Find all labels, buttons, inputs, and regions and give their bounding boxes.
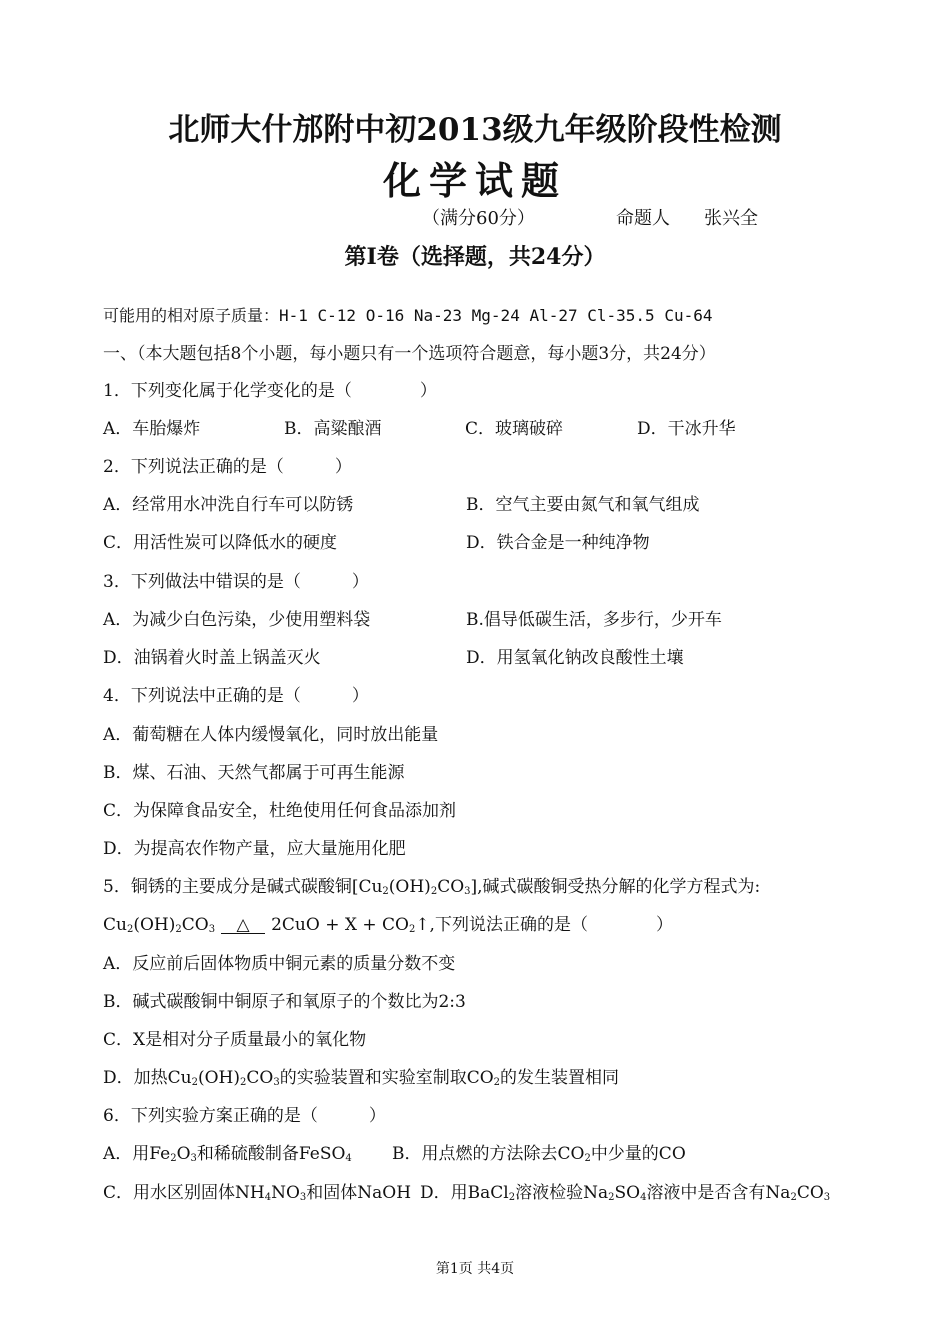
q2-option-d: D．铁合金是一种纯净物 bbox=[466, 533, 650, 553]
atomic-masses: 可能用的相对原子质量：H-1 C-12 O-16 Na-23 Mg-24 Al-27 Cl-35.5 Cu-64 bbox=[103, 306, 713, 325]
q5-equation: $Cu_2(OH)_2CO_3$ △ $2CuO + X + CO_2↑$,下列说法正确的是（ ） bbox=[103, 915, 673, 935]
q4-option-d: D．为提高农作物产量，应大量施用化肥 bbox=[103, 839, 406, 859]
subject-title: 化学试题 bbox=[382, 158, 567, 203]
author-label: 命题人 bbox=[616, 208, 670, 229]
q5-stem: 5．铜锈的主要成分是碱式碳酸铜$[Cu_2(OH)_2CO_3]$,碱式碳酸铜受热分解的化学方程式为: bbox=[103, 877, 761, 897]
q3-option-a: A．为减少白色污染，少使用塑料袋 bbox=[103, 610, 371, 630]
q2-option-b: B．空气主要由氮气和氧气组成 bbox=[466, 495, 700, 515]
q3-option-b: B.倡导低碳生活，多步行，少开车 bbox=[466, 610, 722, 630]
q4-option-c: C．为保障食品安全，杜绝使用任何食品添加剂 bbox=[103, 801, 457, 821]
page-footer: 第1页 共4页 bbox=[435, 1261, 515, 1277]
heat-triangle-icon: △ bbox=[221, 917, 265, 934]
q5-option-c: C．X是相对分子质量最小的氧化物 bbox=[103, 1030, 367, 1050]
school-title: 北师大什邡附中初2013级九年级阶段性检测 bbox=[168, 112, 782, 148]
q1-option-d: D．干冰升华 bbox=[637, 419, 736, 439]
full-score: （满分60分） bbox=[422, 208, 535, 229]
q1-option-a: A．车胎爆炸 bbox=[103, 419, 201, 439]
q2-option-c: C．用活性炭可以降低水的硬度 bbox=[103, 533, 338, 553]
q6-option-b: B．用点燃的方法除去$CO_2$中少量的CO bbox=[392, 1144, 686, 1164]
q6-option-d: D．用BaCl$_2$溶液检验$Na_2SO_4$溶液中是否含有$Na_2CO_3$ bbox=[420, 1183, 831, 1203]
q5-option-d: D．加热$Cu_2(OH)_2CO_3$的实验装置和实验室制取$CO_2$的发生装置相同 bbox=[103, 1068, 620, 1088]
q1-option-c: C．玻璃破碎 bbox=[465, 419, 564, 439]
q6-option-c: C．用水区别固体$NH_4NO_3$和固体NaOH bbox=[103, 1183, 412, 1203]
section-title: 第Ⅰ卷（选择题，共24分） bbox=[344, 244, 606, 270]
q6-option-a: A．用$Fe_2O_3$和稀硫酸制备FeSO$_4$ bbox=[103, 1144, 352, 1164]
q4-stem: 4．下列说法中正确的是（ ） bbox=[103, 686, 369, 706]
q3-option-c: D．油锅着火时盖上锅盖灭火 bbox=[103, 648, 321, 668]
q6-stem: 6．下列实验方案正确的是（ ） bbox=[103, 1106, 386, 1126]
q4-option-b: B．煤、石油、天然气都属于可再生能源 bbox=[103, 763, 405, 783]
q2-stem: 2．下列说法正确的是（ ） bbox=[103, 457, 352, 477]
q2-option-a: A．经常用水冲洗自行车可以防锈 bbox=[103, 495, 354, 515]
q5-option-b: B．碱式碳酸铜中铜原子和氧原子的个数比为2:3 bbox=[103, 992, 466, 1012]
q3-option-d: D．用氢氧化钠改良酸性土壤 bbox=[466, 648, 684, 668]
q5-option-a: A．反应前后固体物质中铜元素的质量分数不变 bbox=[103, 954, 456, 974]
q4-option-a: A．葡萄糖在人体内缓慢氧化，同时放出能量 bbox=[103, 725, 439, 745]
instructions: 一、（本大题包括8个小题，每小题只有一个选项符合题意，每小题3分，共24分） bbox=[103, 344, 716, 364]
q3-stem: 3．下列做法中错误的是（ ） bbox=[103, 572, 369, 592]
q1-stem: 1．下列变化属于化学变化的是（ ） bbox=[103, 381, 437, 401]
author-name: 张兴全 bbox=[704, 208, 758, 229]
q1-option-b: B．高粱酿酒 bbox=[284, 419, 382, 439]
